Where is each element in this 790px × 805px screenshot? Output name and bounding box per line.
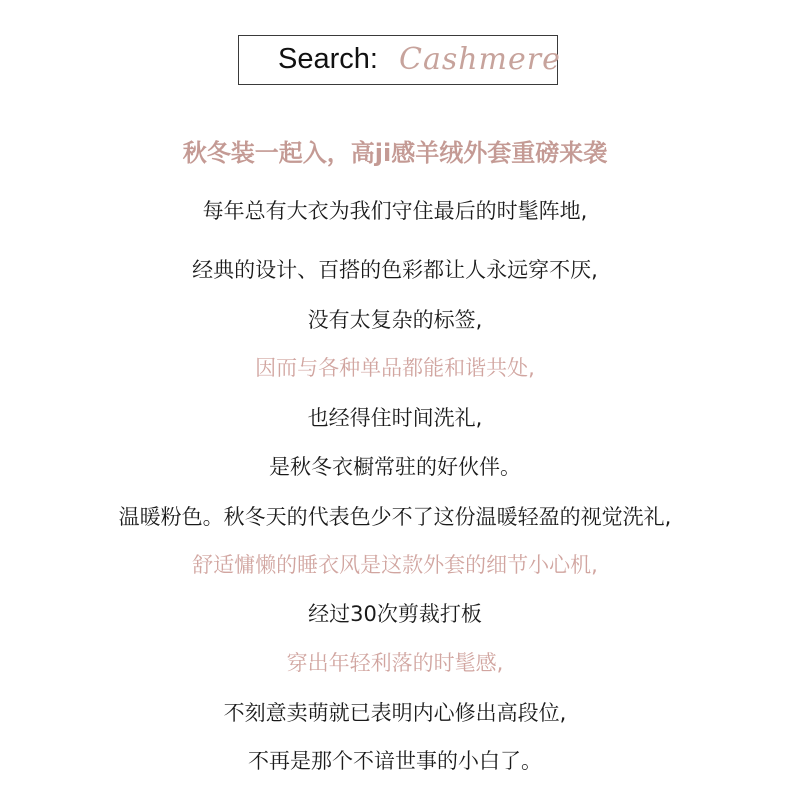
- body-line-10: 穿出年轻利落的时髦感,: [286, 651, 504, 675]
- body-line-8: 舒适慵懒的睡衣风是这款外套的细节小心机,: [192, 553, 598, 577]
- body-line-9: 经过30次剪裁打板: [308, 602, 482, 626]
- body-line-12: 不再是那个不谙世事的小白了。: [248, 749, 542, 773]
- body-line-2: 经典的设计、百搭的色彩都让人永远穿不厌,: [192, 258, 598, 282]
- body-line-7: 温暖粉色。秋冬天的代表色少不了这份温暖轻盈的视觉洗礼,: [118, 505, 672, 529]
- body-line-4: 因而与各种单品都能和谐共处,: [255, 356, 535, 380]
- search-query-script: Cashmere: [399, 42, 561, 77]
- search-label: Search:: [278, 43, 378, 75]
- body-line-5: 也经得住时间洗礼,: [307, 406, 483, 430]
- body-line-1: 每年总有大衣为我们守住最后的时髦阵地,: [202, 199, 588, 223]
- headline: 秋冬装一起入，高ji感羊绒外套重磅来袭: [182, 139, 608, 167]
- body-line-3: 没有太复杂的标签,: [307, 308, 483, 332]
- search-box: [238, 35, 561, 85]
- body-line-6: 是秋冬衣橱常驻的好伙伴。: [269, 455, 521, 479]
- body-line-11: 不刻意卖萌就已表明内心修出高段位,: [223, 701, 567, 725]
